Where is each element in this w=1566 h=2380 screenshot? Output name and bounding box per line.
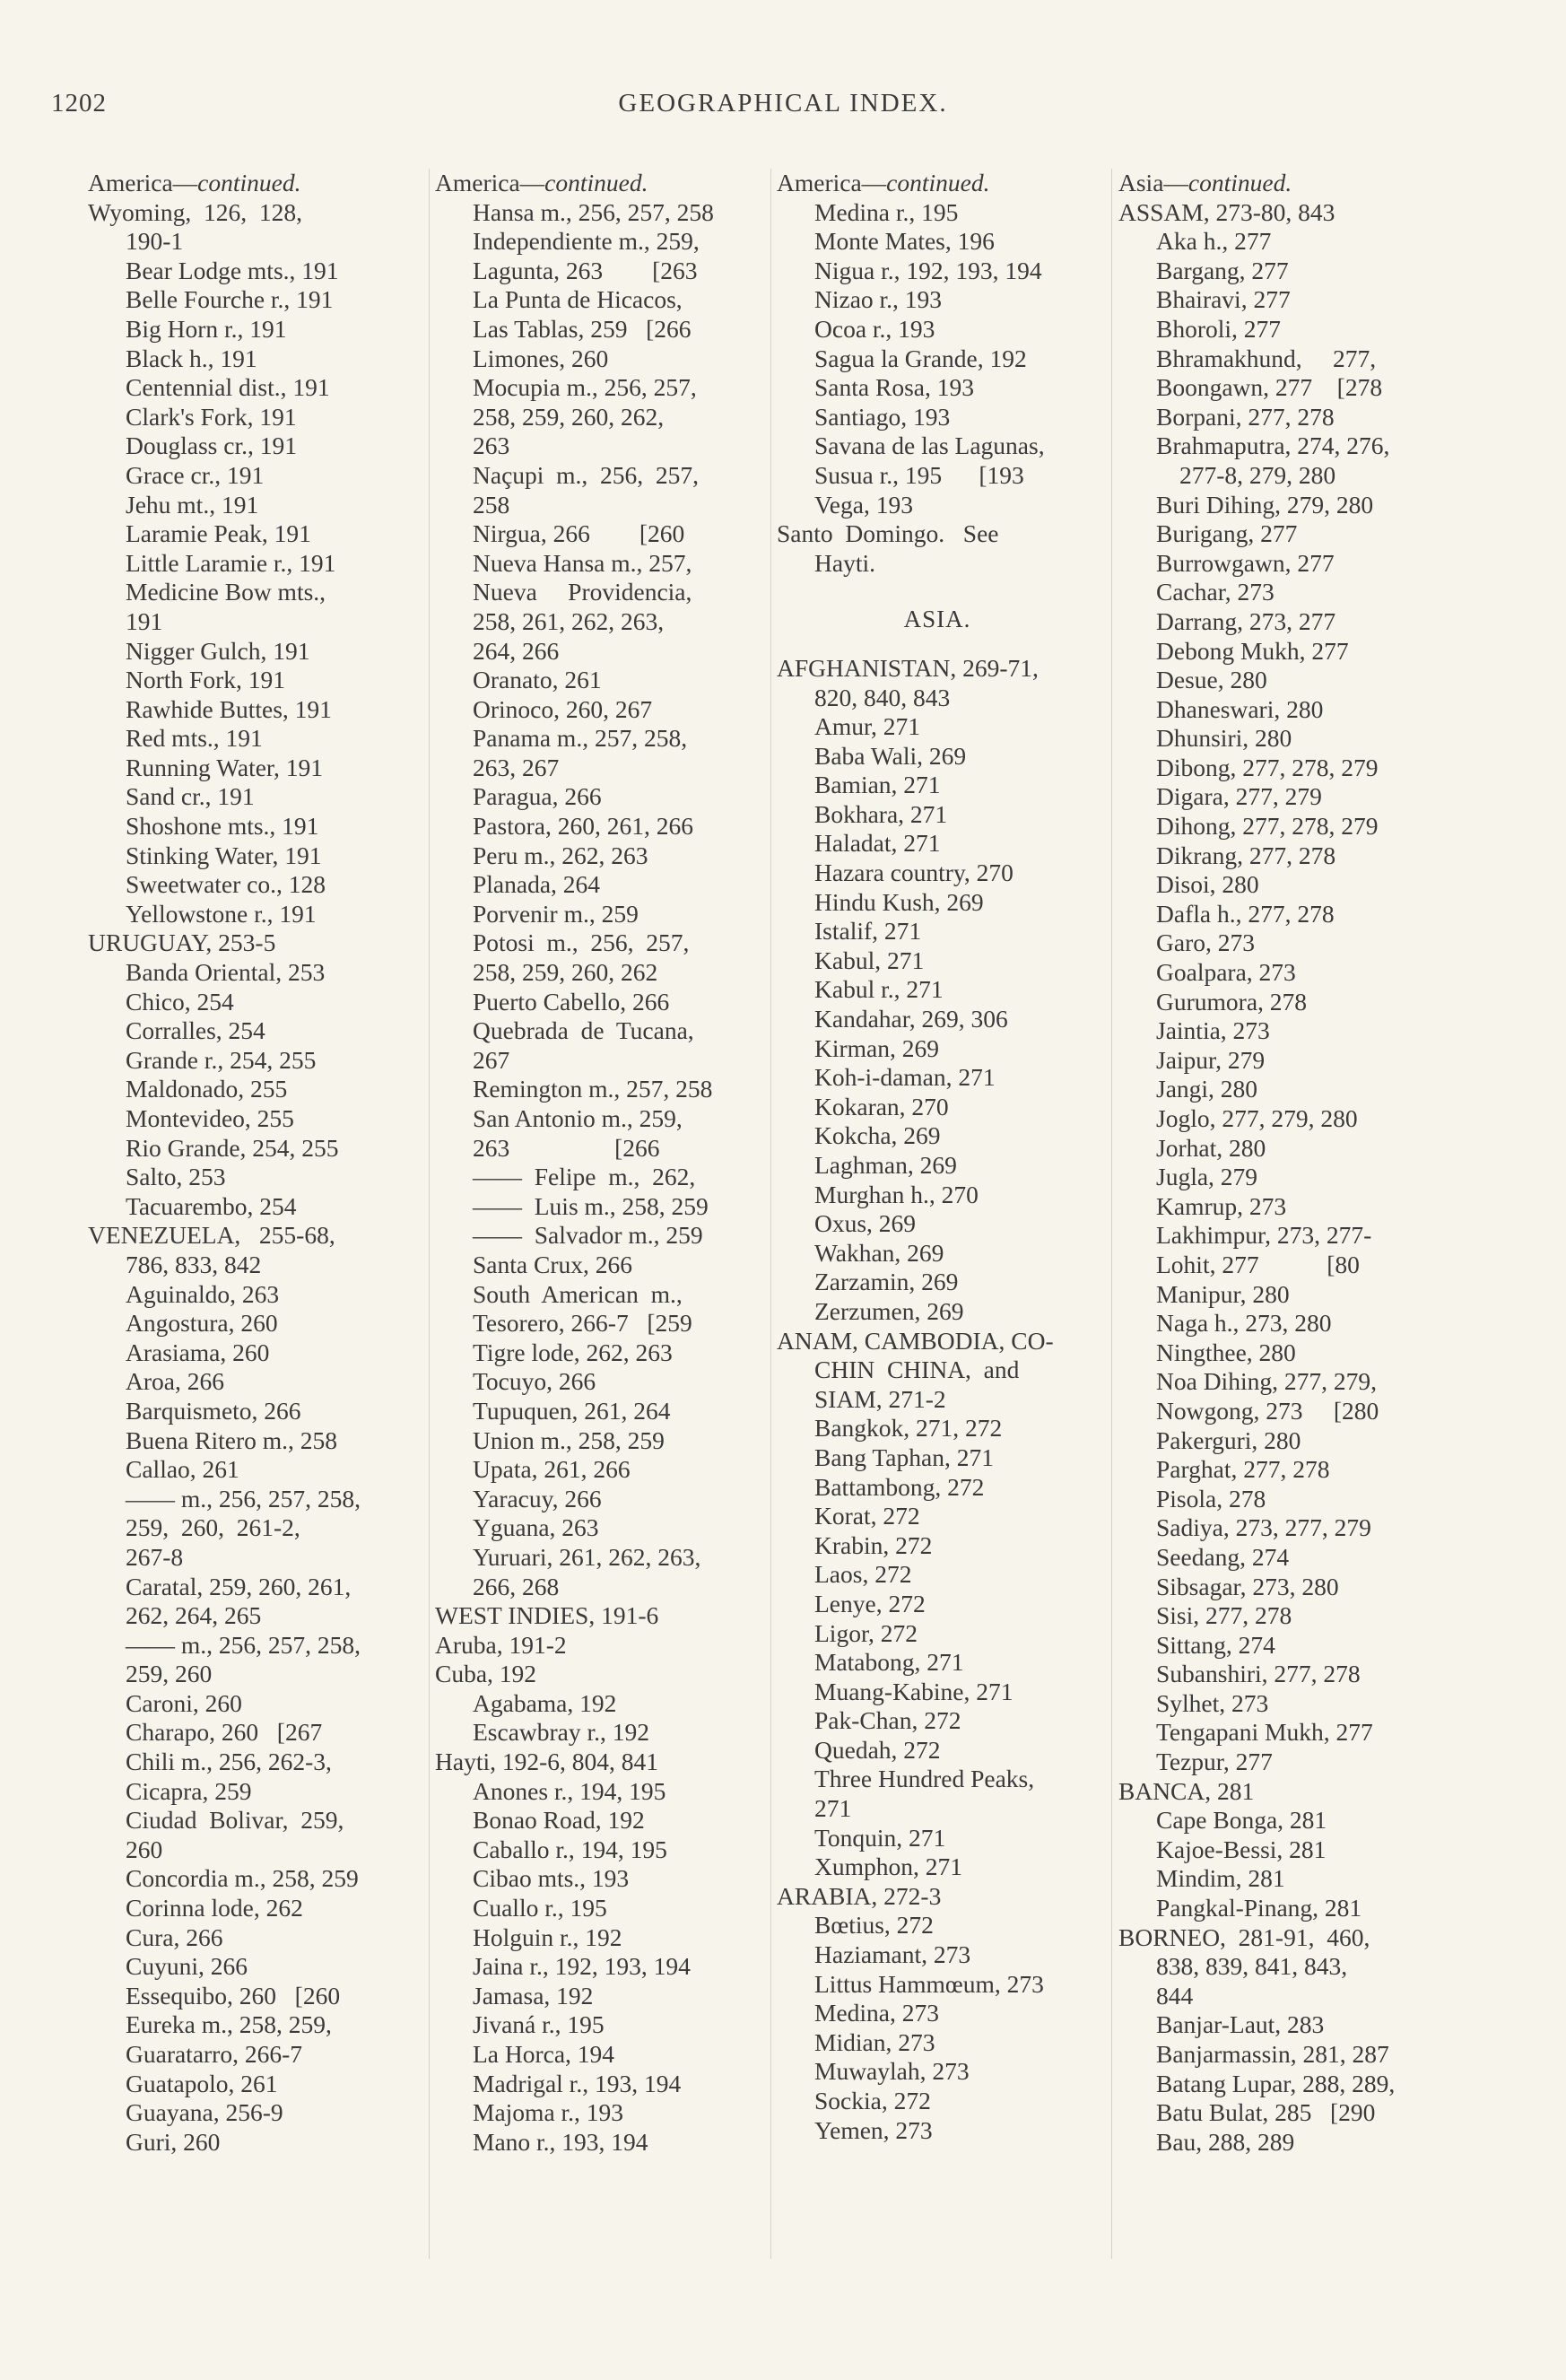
index-entry: Desue, 280	[1156, 666, 1267, 694]
index-column-4	[1118, 169, 1475, 2157]
index-entry: Midian, 273	[814, 2027, 935, 2056]
index-entry: Lenye, 272	[814, 1589, 926, 1617]
index-entry: Pakerguri, 280	[1156, 1425, 1301, 1454]
running-head: GEOGRAPHICAL INDEX.	[618, 89, 948, 118]
index-entry: Korat, 272	[814, 1502, 920, 1530]
index-entry: Barquismeto, 266	[126, 1396, 301, 1425]
index-entry: Banjar-Laut, 283	[1156, 2010, 1325, 2039]
index-entry: Cuyuni, 266	[126, 1952, 248, 1981]
index-entry: Ligor, 272	[814, 1618, 918, 1647]
index-entry: Sand cr., 191	[126, 782, 255, 811]
index-entry: Nigua r., 192, 193, 194	[814, 256, 1042, 284]
index-entry: Grace cr., 191	[126, 460, 265, 489]
index-entry-heading: BANCA, 281	[1118, 1776, 1255, 1805]
column-heading-continued: continued.	[886, 169, 990, 196]
index-entry: Caroni, 260	[126, 1688, 242, 1717]
index-entry-heading: Wyoming, 126, 128,	[88, 197, 302, 226]
index-entry: Muwaylah, 273	[814, 2057, 970, 2086]
index-entry: Mocupia m., 256, 257,	[473, 373, 697, 402]
index-entry: 263, 267	[473, 753, 560, 781]
index-entry: 277-8, 279, 280	[1179, 460, 1336, 489]
index-entry: Bargang, 277	[1156, 256, 1289, 284]
index-entry: Tigre lode, 262, 263	[473, 1338, 673, 1366]
index-entry: Essequibo, 260 [260	[126, 1981, 341, 2009]
index-entry: SIAM, 271-2	[814, 1384, 946, 1413]
index-entry: Istalif, 271	[814, 917, 922, 946]
index-entry: 190-1	[126, 227, 184, 256]
index-entry: Nizao r., 193	[814, 285, 943, 314]
index-entry: Shoshone mts., 191	[126, 812, 319, 841]
index-entry: —— Salvador m., 259	[473, 1221, 703, 1250]
index-entry: Batu Bulat, 285 [290	[1156, 2098, 1376, 2127]
index-entry: 267-8	[126, 1542, 184, 1571]
index-entry: Orinoco, 260, 267	[473, 694, 653, 723]
index-entry: —— m., 256, 257, 258,	[126, 1484, 361, 1513]
index-entry: La Horca, 194	[473, 2040, 615, 2068]
index-entry: Cicapra, 259	[126, 1776, 252, 1805]
index-entry: Big Horn r., 191	[126, 314, 287, 343]
index-entry: Krabin, 272	[814, 1530, 933, 1559]
index-entry: Caratal, 259, 260, 261,	[126, 1572, 352, 1600]
index-entry: Chili m., 256, 262-3,	[126, 1748, 332, 1776]
index-entry: Bamian, 271	[814, 771, 941, 799]
index-entry: Parghat, 277, 278	[1156, 1455, 1330, 1484]
section-heading: ASIA.	[903, 606, 971, 633]
index-entry: Centennial dist., 191	[126, 373, 330, 402]
index-entry: Guatapolo, 261	[126, 2069, 278, 2097]
index-entry: Buena Ritero m., 258	[126, 1425, 338, 1454]
index-entry: Caballo r., 194, 195	[473, 1835, 667, 1863]
index-entry: Debong Mukh, 277	[1156, 636, 1349, 665]
index-entry: Anones r., 194, 195	[473, 1776, 666, 1805]
index-entry: 258, 261, 262, 263,	[473, 606, 665, 635]
index-entry: Bau, 288, 289	[1156, 2127, 1295, 2156]
index-entry: Muang-Kabine, 271	[814, 1677, 1014, 1705]
index-entry: Kandahar, 269, 306	[814, 1005, 1008, 1033]
column-heading-label: America—	[777, 169, 887, 196]
index-entry: Dihong, 277, 278, 279	[1156, 812, 1379, 841]
index-entry: Jivaná r., 195	[473, 2010, 605, 2039]
index-entry: 264, 266	[473, 636, 560, 665]
index-entry: Kirman, 269	[814, 1033, 940, 1062]
index-entry: Laghman, 269	[814, 1151, 957, 1179]
index-entry: Zarzamin, 269	[814, 1268, 959, 1296]
index-entry: Brahmaputra, 274, 276,	[1156, 432, 1390, 460]
index-entry: Union m., 258, 259	[473, 1425, 665, 1454]
column-heading-continued: continued.	[1188, 169, 1292, 196]
index-entry: Santa Rosa, 193	[814, 373, 974, 402]
index-entry: Zerzumen, 269	[814, 1296, 964, 1325]
index-entry: Aroa, 266	[126, 1367, 224, 1396]
index-entry: Tacuarembo, 254	[126, 1191, 297, 1220]
index-entry: Yguana, 263	[473, 1513, 599, 1542]
index-entry: Lakhimpur, 273, 277-	[1156, 1221, 1372, 1250]
index-entry-heading: WEST INDIES, 191-6	[435, 1601, 659, 1630]
index-entry: Batang Lupar, 288, 289,	[1156, 2069, 1396, 2097]
index-entry: Hazara country, 270	[814, 859, 1014, 887]
index-entry: Susua r., 195 [193	[814, 460, 1024, 489]
index-entry: Black h., 191	[126, 344, 257, 372]
index-entry: Sittang, 274	[1156, 1630, 1275, 1659]
column-heading-continued: continued.	[544, 169, 648, 196]
index-entry: Panama m., 257, 258,	[473, 724, 688, 753]
index-entry: 259, 260, 261-2,	[126, 1513, 300, 1542]
index-entry: Ocoa r., 193	[814, 314, 935, 343]
index-entry: Bangkok, 271, 272	[814, 1414, 1003, 1443]
index-entry: Medicine Bow mts.,	[126, 578, 326, 606]
column-heading-label: Asia—	[1118, 169, 1188, 196]
index-entry-heading: ARABIA, 272-3	[777, 1881, 942, 1910]
index-entry: Eureka m., 258, 259,	[126, 2010, 332, 2039]
index-entry: Gurumora, 278	[1156, 987, 1308, 1016]
index-entry: Banda Oriental, 253	[126, 958, 326, 987]
index-entry: Dafla h., 277, 278	[1156, 899, 1335, 928]
index-entry: Red mts., 191	[126, 724, 263, 753]
index-entry: Upata, 261, 266	[473, 1455, 631, 1484]
index-entry: 262, 264, 265	[126, 1601, 262, 1630]
index-entry: Aka h., 277	[1156, 227, 1272, 256]
index-entry: Paragua, 266	[473, 782, 602, 811]
index-entry: Vega, 193	[814, 490, 913, 519]
index-entry: Matabong, 271	[814, 1648, 964, 1677]
index-entry: Bœtius, 272	[814, 1911, 934, 1940]
index-entry: Salto, 253	[126, 1163, 226, 1191]
index-entry: Mano r., 193, 194	[473, 2127, 648, 2156]
index-entry: 191	[126, 606, 163, 635]
index-entry: Naga h., 273, 280	[1156, 1309, 1332, 1338]
index-entry: Douglass cr., 191	[126, 432, 297, 460]
index-entry: 259, 260	[126, 1660, 213, 1688]
index-entry: Nueva Providencia,	[473, 578, 692, 606]
index-entry: Holguin r., 192	[473, 1922, 622, 1951]
index-entry-heading: Santo Domingo. See	[777, 519, 999, 548]
index-entry: 258, 259, 260, 262	[473, 958, 658, 987]
index-entry-heading: ANAM, CAMBODIA, CO-	[777, 1326, 1054, 1355]
index-entry: 820, 840, 843	[814, 683, 951, 711]
index-entry: Sadiya, 273, 277, 279	[1156, 1513, 1371, 1542]
index-entry: Jehu mt., 191	[126, 490, 259, 519]
index-entry: Charapo, 260 [267	[126, 1718, 323, 1747]
index-entry: Sisi, 277, 278	[1156, 1601, 1292, 1630]
index-column-1	[88, 169, 424, 2157]
index-entry: San Antonio m., 259,	[473, 1104, 683, 1132]
index-entry: Laramie Peak, 191	[126, 519, 311, 548]
index-entry: Peru m., 262, 263	[473, 841, 648, 869]
index-entry: Cura, 266	[126, 1922, 223, 1951]
index-entry-heading: URUGUAY, 253-5	[88, 928, 276, 957]
index-entry: Angostura, 260	[126, 1309, 278, 1338]
index-entry: Buri Dihing, 279, 280	[1156, 490, 1374, 519]
index-entry: Arasiama, 260	[126, 1338, 270, 1366]
index-entry: Cape Bonga, 281	[1156, 1806, 1327, 1835]
index-entry: 838, 839, 841, 843,	[1156, 1952, 1348, 1981]
column-heading-continued: continued.	[197, 169, 301, 196]
index-entry: Bear Lodge mts., 191	[126, 256, 339, 284]
index-entry: Darrang, 273, 277	[1156, 606, 1336, 635]
index-entry: Burrowgawn, 277	[1156, 548, 1335, 577]
index-entry: Tengapani Mukh, 277	[1156, 1718, 1373, 1747]
index-entry: Las Tablas, 259 [266	[473, 314, 692, 343]
index-entry: Banjarmassin, 281, 287	[1156, 2040, 1389, 2068]
index-entry: Nirgua, 266 [260	[473, 519, 685, 548]
index-entry: Majoma r., 193	[473, 2098, 624, 2127]
index-entry: —— Luis m., 258, 259	[473, 1191, 709, 1220]
index-entry: Chico, 254	[126, 987, 234, 1016]
column-heading	[88, 169, 424, 198]
index-entry: Porvenir m., 259	[473, 899, 639, 928]
index-entry: Rio Grande, 254, 255	[126, 1133, 339, 1162]
index-entry: Yellowstone r., 191	[126, 899, 317, 928]
index-entry: La Punta de Hicacos,	[473, 285, 683, 314]
index-entry: Three Hundred Peaks,	[814, 1765, 1035, 1793]
index-entry: Boongawn, 277 [278	[1156, 373, 1383, 402]
index-entry: Sagua la Grande, 192	[814, 344, 1027, 372]
index-entry: Lagunta, 263 [263	[473, 256, 698, 284]
column-heading	[777, 169, 1098, 198]
index-entry: Pisola, 278	[1156, 1484, 1266, 1513]
index-entry: Bonao Road, 192	[473, 1806, 645, 1835]
index-entry: Burigang, 277	[1156, 519, 1298, 548]
index-entry-heading: BORNEO, 281-91, 460,	[1118, 1922, 1370, 1951]
index-entry: Hindu Kush, 269	[814, 887, 984, 916]
index-entry: Tupuquen, 261, 264	[473, 1396, 671, 1425]
index-entry: Cachar, 273	[1156, 578, 1275, 606]
index-entry: Rawhide Buttes, 191	[126, 694, 332, 723]
index-entry: Noa Dihing, 277, 279,	[1156, 1367, 1377, 1396]
index-entry: 266, 268	[473, 1572, 560, 1600]
index-entry: Potosi m., 256, 257,	[473, 928, 690, 957]
page-number: 1202	[51, 89, 107, 118]
index-entry: Callao, 261	[126, 1455, 239, 1484]
index-entry: Cibao mts., 193	[473, 1864, 630, 1893]
index-entry: 844	[1156, 1981, 1194, 2009]
index-entry: Xumphon, 271	[814, 1853, 962, 1881]
index-entry: Pastora, 260, 261, 266	[473, 812, 693, 841]
index-entry: Naçupi m., 256, 257,	[473, 460, 700, 489]
index-entry-heading: Hayti, 192-6, 804, 841	[435, 1748, 659, 1776]
index-entry: Borpani, 277, 278	[1156, 402, 1335, 431]
index-entry: Tonquin, 271	[814, 1823, 946, 1852]
index-entry: Tocuyo, 266	[473, 1367, 596, 1396]
index-entry: Quebrada de Tucana,	[473, 1016, 694, 1045]
index-entry: Sockia, 272	[814, 2087, 931, 2114]
index-entry-heading: ASSAM, 273-80, 843	[1118, 197, 1335, 226]
index-entry: Clark's Fork, 191	[126, 402, 297, 431]
index-entry: 267	[473, 1045, 510, 1074]
index-entry: Independiente m., 259,	[473, 227, 700, 256]
column-divider	[1111, 169, 1112, 2259]
index-entry: Little Laramie r., 191	[126, 548, 336, 577]
index-entry: Hansa m., 256, 257, 258	[473, 197, 714, 226]
index-entry: Tesorero, 266-7 [259	[473, 1309, 692, 1338]
index-entry: Jaina r., 192, 193, 194	[473, 1952, 691, 1981]
index-entry: Wakhan, 269	[814, 1238, 944, 1267]
index-entry: 258, 259, 260, 262,	[473, 402, 665, 431]
index-entry: Quedah, 272	[814, 1735, 941, 1764]
column-heading	[435, 169, 774, 198]
index-entry: Laos, 272	[814, 1560, 912, 1589]
index-entry: Manipur, 280	[1156, 1279, 1290, 1308]
column-heading-label: America—	[435, 169, 545, 196]
index-entry: Haziamant, 273	[814, 1940, 971, 1969]
index-entry: Medina r., 195	[814, 197, 959, 226]
index-entry: Nowgong, 273 [280	[1156, 1396, 1379, 1425]
index-entry: Kokcha, 269	[814, 1121, 941, 1150]
index-entry: Battambong, 272	[814, 1472, 985, 1501]
index-entry: Concordia m., 258, 259	[126, 1864, 359, 1893]
index-entry: South American m.,	[473, 1279, 683, 1308]
index-entry: Baba Wali, 269	[814, 741, 967, 770]
index-entry: Koh-i-daman, 271	[814, 1063, 996, 1092]
index-entry: Lohit, 277 [80	[1156, 1250, 1360, 1278]
index-entry: Murghan h., 270	[814, 1180, 979, 1208]
index-entry: Nueva Hansa m., 257,	[473, 548, 692, 577]
index-entry: Grande r., 254, 255	[126, 1045, 317, 1074]
index-entry: —— Felipe m., 262,	[473, 1163, 696, 1191]
index-entry: Agabama, 192	[473, 1688, 617, 1717]
index-entry: Remington m., 257, 258	[473, 1075, 713, 1103]
index-entry: Ciudad Bolivar, 259,	[126, 1806, 344, 1835]
index-entry: Jangi, 280	[1156, 1075, 1258, 1103]
index-entry: Ningthee, 280	[1156, 1338, 1296, 1366]
index-entry: —— m., 256, 257, 258,	[126, 1630, 361, 1659]
index-entry: Sibsagar, 273, 280	[1156, 1572, 1339, 1600]
index-entry: Corralles, 254	[126, 1016, 265, 1045]
index-entry: Kabul r., 271	[814, 975, 944, 1004]
index-entry: Bhoroli, 277	[1156, 314, 1282, 343]
index-entry-heading: Cuba, 192	[435, 1660, 537, 1688]
index-entry: Guaratarro, 266-7	[126, 2040, 302, 2068]
column-divider	[429, 169, 430, 2259]
index-entry: Haladat, 271	[814, 829, 941, 858]
index-entry: Oxus, 269	[814, 1209, 917, 1238]
index-entry: Garo, 273	[1156, 928, 1255, 957]
index-entry: Nigger Gulch, 191	[126, 636, 310, 665]
index-entry: Belle Fourche r., 191	[126, 285, 334, 314]
index-entry: Hayti.	[814, 548, 875, 577]
index-entry: Dhunsiri, 280	[1156, 724, 1292, 753]
index-entry: Escawbray r., 192	[473, 1718, 650, 1747]
column-divider	[770, 169, 771, 2259]
column-heading-label: America—	[88, 169, 198, 196]
index-entry: Jorhat, 280	[1156, 1133, 1266, 1162]
index-column-2	[435, 169, 774, 2157]
index-entry: Monte Mates, 196	[814, 227, 995, 256]
index-entry: Santa Crux, 266	[473, 1250, 632, 1278]
index-entry: Tezpur, 277	[1156, 1748, 1273, 1776]
index-entry: Seedang, 274	[1156, 1542, 1290, 1571]
index-entry: Limones, 260	[473, 344, 609, 372]
index-entry: Maldonado, 255	[126, 1075, 288, 1103]
index-entry: Yemen, 273	[814, 2115, 933, 2144]
index-entry: Kabul, 271	[814, 946, 925, 974]
index-entry: Planada, 264	[473, 870, 601, 899]
index-entry: Bhairavi, 277	[1156, 285, 1291, 314]
index-entry: Cuallo r., 195	[473, 1894, 607, 1922]
index-entry: 263	[473, 432, 510, 460]
index-entry-heading: AFGHANISTAN, 269-71,	[777, 653, 1039, 682]
index-entry: Pangkal-Pinang, 281	[1156, 1894, 1362, 1922]
index-entry: North Fork, 191	[126, 666, 285, 694]
index-entry-heading: VENEZUELA, 255-68,	[88, 1221, 335, 1250]
index-entry: Dikrang, 277, 278	[1156, 841, 1336, 869]
index-entry: Sylhet, 273	[1156, 1688, 1269, 1717]
index-entry: Medina, 273	[814, 1999, 940, 2027]
index-entry: Jugla, 279	[1156, 1163, 1258, 1191]
index-entry: Guayana, 256-9	[126, 2098, 283, 2127]
index-entry: Disoi, 280	[1156, 870, 1259, 899]
index-entry: Madrigal r., 193, 194	[473, 2069, 682, 2097]
index-entry: Digara, 277, 279	[1156, 782, 1322, 811]
index-entry: Kamrup, 273	[1156, 1191, 1287, 1220]
index-entry: Bang Taphan, 271	[814, 1443, 994, 1471]
index-entry: Sweetwater co., 128	[126, 870, 326, 899]
index-entry: Subanshiri, 277, 278	[1156, 1660, 1361, 1688]
index-entry: 258	[473, 490, 510, 519]
index-entry: Kokaran, 270	[814, 1092, 949, 1120]
index-entry: Bhramakhund, 277,	[1156, 344, 1377, 372]
index-entry: Mindim, 281	[1156, 1864, 1285, 1893]
index-entry: CHIN CHINA, and	[814, 1356, 1020, 1384]
index-entry: Jamasa, 192	[473, 1981, 594, 2009]
index-entry: Savana de las Lagunas,	[814, 432, 1045, 460]
index-column-3	[777, 169, 1098, 2145]
index-entry: Yuruari, 261, 262, 263,	[473, 1542, 701, 1571]
index-entry: Guri, 260	[126, 2127, 221, 2156]
index-entry: 260	[126, 1835, 163, 1863]
index-entry: Oranato, 261	[473, 666, 602, 694]
index-entry: Littus Hammœum, 273	[814, 1969, 1044, 1998]
index-entry: Puerto Cabello, 266	[473, 987, 670, 1016]
index-entry: Bokhara, 271	[814, 799, 948, 828]
index-entry: Corinna lode, 262	[126, 1894, 303, 1922]
index-entry: Goalpara, 273	[1156, 958, 1296, 987]
index-entry: 271	[814, 1794, 852, 1823]
index-entry: Montevideo, 255	[126, 1104, 294, 1132]
index-entry: Jaipur, 279	[1156, 1045, 1266, 1074]
index-entry: Kajoe-Bessi, 281	[1156, 1835, 1327, 1863]
index-entry: Pak-Chan, 272	[814, 1706, 961, 1735]
index-entry: Stinking Water, 191	[126, 841, 322, 869]
index-entry: Yaracuy, 266	[473, 1484, 602, 1513]
index-entry: Dibong, 277, 278, 279	[1156, 753, 1379, 781]
index-entry: Amur, 271	[814, 712, 921, 741]
index-entry: 786, 833, 842	[126, 1250, 262, 1278]
index-entry: Dhaneswari, 280	[1156, 694, 1324, 723]
index-entry: Running Water, 191	[126, 753, 323, 781]
index-entry: Santiago, 193	[814, 402, 951, 431]
index-entry: 263 [266	[473, 1133, 660, 1162]
column-heading	[1118, 169, 1475, 198]
index-entry: Joglo, 277, 279, 280	[1156, 1104, 1358, 1132]
index-entry: Aguinaldo, 263	[126, 1279, 280, 1308]
index-entry: Jaintia, 273	[1156, 1016, 1270, 1045]
index-entry-heading: Aruba, 191-2	[435, 1630, 567, 1659]
